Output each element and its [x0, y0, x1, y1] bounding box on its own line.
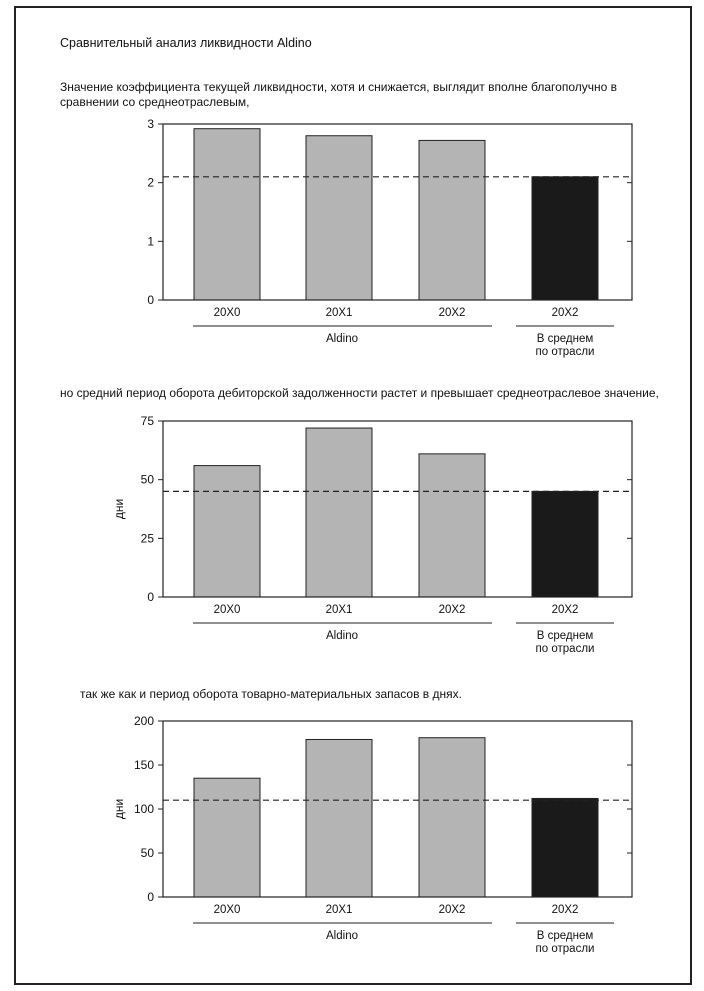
bar-20x2 — [419, 738, 485, 897]
bar-20x2 — [419, 454, 485, 597]
y-tick-label: 100 — [133, 802, 154, 816]
category-label: 20X2 — [438, 604, 466, 616]
caption-current-ratio: Значение коэффициента текущей ликвидности, хотя и снижается, выглядит вполне благополучно в сравнении со среднеотраслевым, — [60, 80, 618, 109]
bar-20x1 — [306, 428, 372, 597]
group-label-company: Aldino — [326, 630, 358, 642]
group-label-industry: В среднем — [536, 630, 594, 642]
y-tick-label: 25 — [140, 531, 154, 546]
category-label: 20X1 — [325, 904, 353, 916]
y-tick-label: 0 — [147, 590, 154, 604]
group-label-company: Aldino — [326, 333, 358, 345]
group-label-company: Aldino — [326, 930, 358, 942]
bar-industry — [532, 798, 598, 897]
category-label: 20X2 — [438, 307, 466, 319]
bar-20x1 — [306, 136, 372, 300]
category-label: 20X2 — [551, 604, 579, 616]
bar-20x1 — [306, 739, 372, 897]
bar-20x0 — [194, 129, 260, 300]
chart-current-ratio — [0, 110, 704, 360]
bar-industry — [532, 491, 598, 597]
y-tick-label: 0 — [147, 293, 154, 307]
category-label: 20X2 — [551, 904, 579, 916]
group-label-industry: В среднем — [536, 930, 594, 942]
category-label: 20X0 — [213, 604, 241, 616]
y-tick-label: 75 — [140, 414, 154, 428]
y-tick-label: 200 — [133, 714, 154, 728]
chart-inventory-days — [0, 707, 704, 957]
category-label: 20X1 — [325, 307, 353, 319]
category-label: 20X0 — [213, 904, 241, 916]
page-title: Сравнительный анализ ликвидности Aldino — [60, 36, 312, 50]
category-label: 20X2 — [438, 904, 466, 916]
bar-20x2 — [419, 140, 485, 300]
y-tick-label: 50 — [140, 846, 154, 860]
bar-20x0 — [194, 466, 260, 597]
group-label-industry: В среднем — [536, 333, 594, 345]
group-label-industry: по отрасли — [535, 346, 595, 358]
y-tick-label: 150 — [133, 758, 154, 772]
y-axis-label: дни — [112, 798, 126, 820]
y-axis-label: дни — [112, 498, 126, 520]
caption-inventory: так же как и период оборота товарно-материальных запасов в днях. — [80, 687, 462, 701]
group-label-industry: по отрасли — [535, 943, 595, 955]
bar-20x0 — [194, 778, 260, 897]
y-tick-label: 3 — [147, 117, 154, 131]
y-tick-label: 2 — [147, 175, 154, 190]
caption-receivables: но средний период оборота дебиторской задолженности растет и превышает среднеотраслевое значение, — [60, 386, 659, 400]
group-label-industry: по отрасли — [535, 643, 595, 655]
y-tick-label: 1 — [147, 234, 154, 249]
y-tick-label: 50 — [140, 472, 154, 487]
y-tick-label: 0 — [147, 890, 154, 904]
category-label: 20X2 — [551, 307, 579, 319]
chart-receivables-days — [0, 407, 704, 657]
category-label: 20X1 — [325, 604, 353, 616]
category-label: 20X0 — [213, 307, 241, 319]
bar-industry — [532, 177, 598, 300]
